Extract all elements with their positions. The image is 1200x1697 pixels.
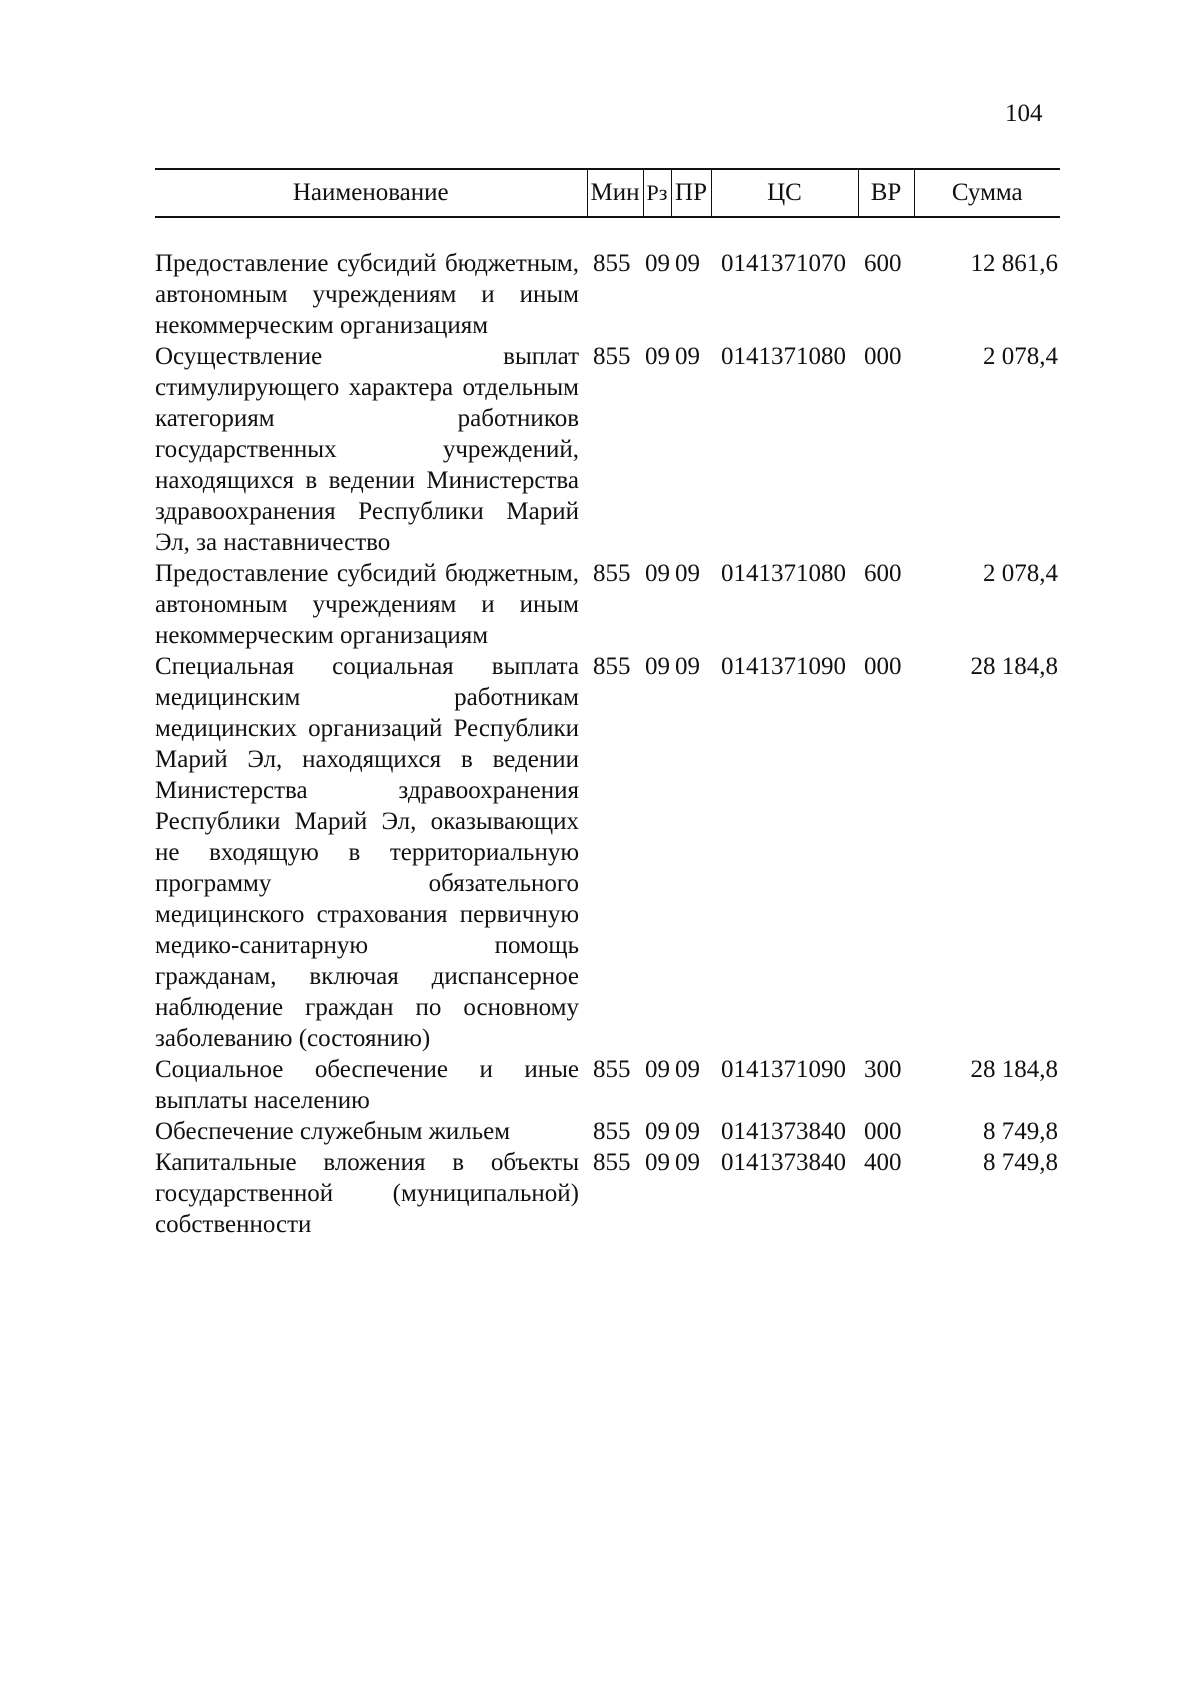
row-pr: 09 bbox=[675, 1149, 700, 1176]
row-min: 855 bbox=[593, 1149, 631, 1176]
row-pr: 09 bbox=[675, 250, 700, 277]
row-pr: 09 bbox=[675, 560, 700, 587]
table-row bbox=[155, 1054, 1060, 1116]
header-pr: ПР bbox=[671, 169, 711, 217]
row-rz: 09 bbox=[645, 1149, 670, 1176]
header-cs: ЦС bbox=[711, 169, 858, 217]
row-min: 855 bbox=[593, 560, 631, 587]
row-pr: 09 bbox=[675, 1118, 700, 1145]
table-row bbox=[155, 558, 1060, 651]
table-body bbox=[155, 217, 1060, 1240]
row-rz: 09 bbox=[645, 653, 670, 680]
row-cs: 0141371070 bbox=[721, 250, 846, 277]
row-min: 855 bbox=[593, 1056, 631, 1083]
row-vr: 000 bbox=[864, 1118, 902, 1145]
table-row bbox=[155, 651, 1060, 1054]
row-cs: 0141371090 bbox=[721, 1056, 846, 1083]
row-vr: 000 bbox=[864, 653, 902, 680]
row-name: Предоставление субсидий бюджетным, автономным учреждениям и иным некоммерческим организациям bbox=[155, 250, 579, 339]
row-pr: 09 bbox=[675, 1056, 700, 1083]
row-name: Специальная социальная выплата медицинским работникам медицинских организаций Республики Марий Эл, находящихся в ведении Министерства здравоохранения Республики Марий Эл, оказывающих не входящую в территориальную программу обязательного медицинского страхования первичную медико-санитарную помощь гражданам, включая диспансерное наблюдение граждан по основному заболеванию (состоянию) bbox=[155, 653, 579, 1052]
row-cs: 0141373840 bbox=[721, 1118, 846, 1145]
row-rz: 09 bbox=[645, 343, 670, 370]
row-vr: 400 bbox=[864, 1149, 902, 1176]
header-rz: Рз bbox=[643, 169, 671, 217]
row-cs: 0141371080 bbox=[721, 343, 846, 370]
table-row bbox=[155, 1116, 1060, 1147]
row-sum: 8 749,8 bbox=[983, 1149, 1058, 1176]
row-name: Социальное обеспечение и иные выплаты населению bbox=[155, 1056, 579, 1114]
row-rz: 09 bbox=[645, 560, 670, 587]
row-pr: 09 bbox=[675, 653, 700, 680]
row-sum: 2 078,4 bbox=[983, 343, 1058, 370]
row-pr: 09 bbox=[675, 343, 700, 370]
header-vr: ВР bbox=[858, 169, 914, 217]
table-row bbox=[155, 341, 1060, 558]
row-vr: 000 bbox=[864, 343, 902, 370]
row-name: Обеспечение служебным жильем bbox=[155, 1118, 511, 1145]
table-header bbox=[155, 169, 1060, 217]
row-name: Капитальные вложения в объекты государственной (муниципальной) собственности bbox=[155, 1149, 579, 1238]
budget-table-container bbox=[155, 168, 1060, 1240]
table-row bbox=[155, 248, 1060, 341]
page-number: 104 bbox=[1005, 100, 1043, 127]
row-cs: 0141371090 bbox=[721, 653, 846, 680]
header-name: Наименование bbox=[155, 169, 587, 217]
header-sum: Сумма bbox=[914, 169, 1060, 217]
row-sum: 28 184,8 bbox=[970, 653, 1058, 680]
row-cs: 0141371080 bbox=[721, 560, 846, 587]
row-min: 855 bbox=[593, 1118, 631, 1145]
row-rz: 09 bbox=[645, 1056, 670, 1083]
table-row bbox=[155, 1147, 1060, 1240]
row-rz: 09 bbox=[645, 250, 670, 277]
row-sum: 2 078,4 bbox=[983, 560, 1058, 587]
row-sum: 12 861,6 bbox=[970, 250, 1058, 277]
row-rz: 09 bbox=[645, 1118, 670, 1145]
row-name: Предоставление субсидий бюджетным, автономным учреждениям и иным некоммерческим организациям bbox=[155, 560, 579, 649]
row-vr: 600 bbox=[864, 560, 902, 587]
budget-table bbox=[155, 168, 1060, 1240]
header-min: Мин bbox=[587, 169, 643, 217]
row-min: 855 bbox=[593, 653, 631, 680]
row-sum: 28 184,8 bbox=[970, 1056, 1058, 1083]
row-sum: 8 749,8 bbox=[983, 1118, 1058, 1145]
row-vr: 300 bbox=[864, 1056, 902, 1083]
row-vr: 600 bbox=[864, 250, 902, 277]
row-min: 855 bbox=[593, 250, 631, 277]
row-cs: 0141373840 bbox=[721, 1149, 846, 1176]
row-min: 855 bbox=[593, 343, 631, 370]
row-name: Осуществление выплат стимулирующего характера отдельным категориям работников государственных учреждений, находящихся в ведении Министерства здравоохранения Республики Марий Эл, за наставничество bbox=[155, 343, 579, 556]
